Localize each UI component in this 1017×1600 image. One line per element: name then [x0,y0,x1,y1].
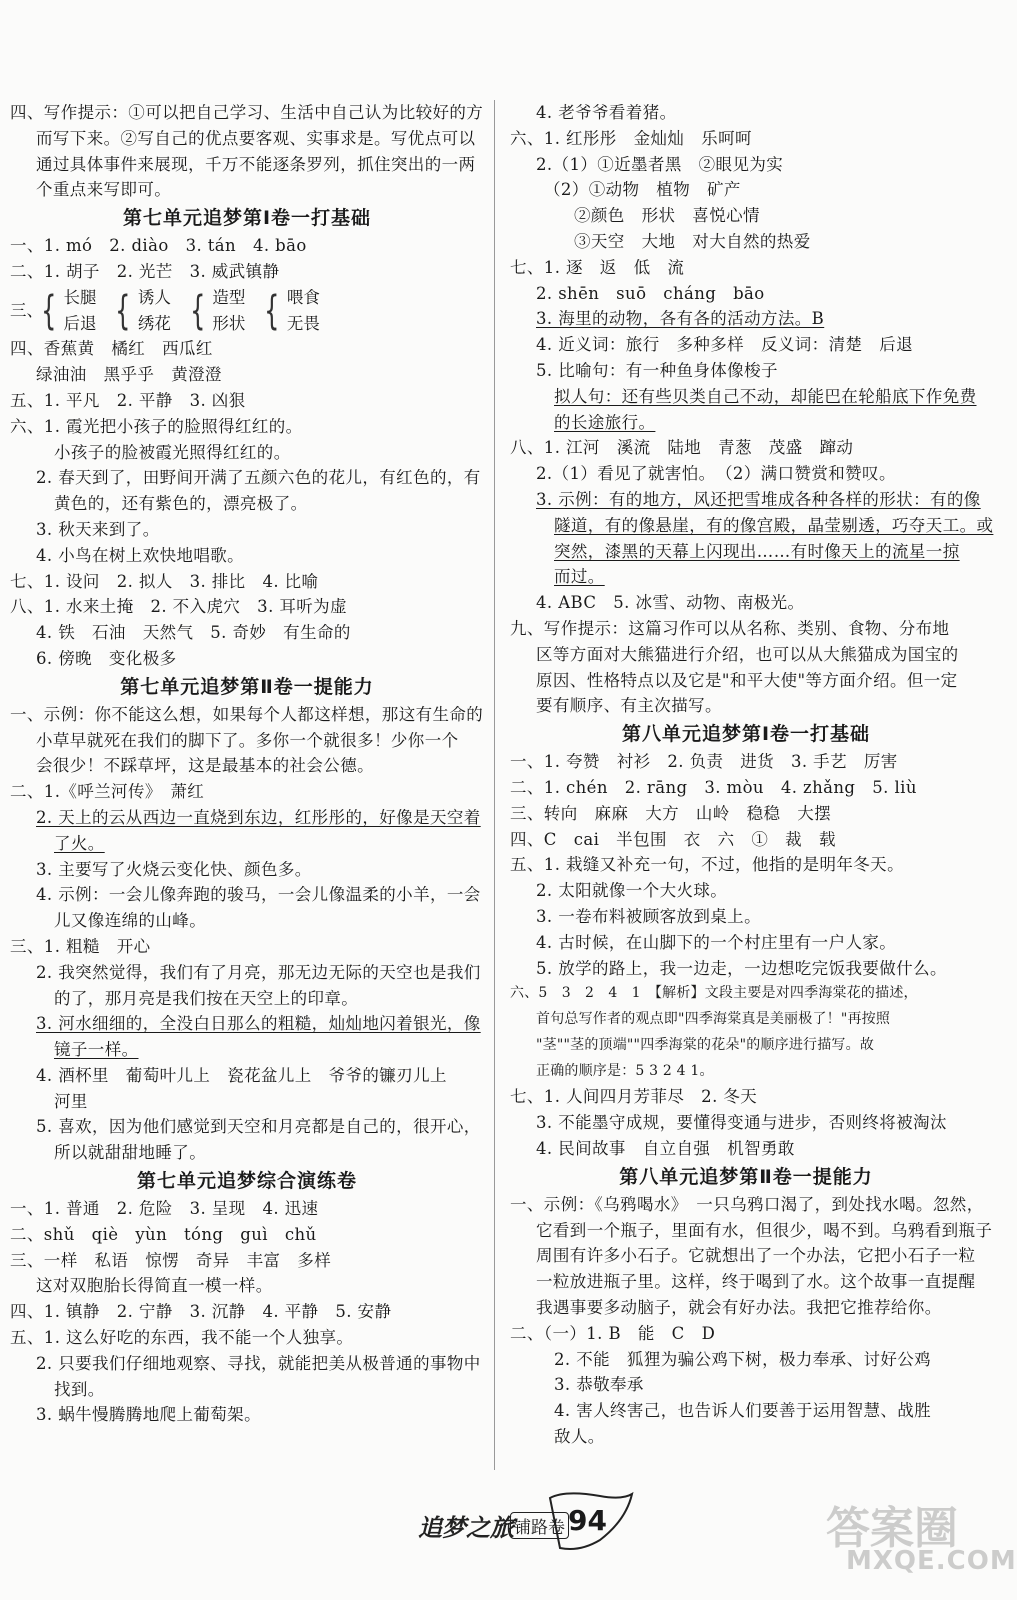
answer-line: 镜子一样。 [54,1040,139,1060]
answer-line: 二、1. 胡子 2. 光芒 3. 威武镇静 [10,261,280,281]
answer-line: 小草早就死在我们的脚下了。多你一个就很多！少你一个 [36,730,459,750]
answer-line: 突然，漆黑的天幕上闪现出……有时像天上的流星一掠 [554,541,960,561]
brace-word: 无畏 [286,313,320,333]
answer-line: 七、1. 逐 返 低 流 [510,257,685,277]
answer-line: 3. 海里的动物，各有各的活动方法。B [536,309,825,329]
answer-line: 4. 民间故事 自立自强 机智勇敢 [536,1139,795,1159]
section-heading: 第七单元追梦第Ⅱ卷一提能力 [120,675,374,698]
answer-line: 正确的顺序是：5 3 2 4 1。 [536,1062,714,1079]
answer-line: 5. 喜欢，因为他们感觉到天空和月亮都是自己的，很开心， [36,1117,481,1137]
page-footer [400,1490,640,1560]
answer-line: ②颜色 形状 喜悦心情 [574,206,760,226]
answer-line: 4. 小鸟在树上欢快地唱歌。 [36,545,245,565]
brace-word-pair [63,285,96,337]
section-heading: 第七单元追梦综合演练卷 [136,1170,357,1193]
answer-line: 4. 近义词：旅行 多种多样 反义词：清楚 后退 [536,335,914,355]
answer-line: 四、C cai 半包围 衣 六 ① 裁 载 [510,829,836,849]
answer-line: 敌人。 [554,1427,605,1447]
brace-word-pair [212,285,245,337]
answer-line: 通过具体事件来展现，千万不能逐条罗列，抓住突出的一两 [36,154,476,174]
brace-icon: { [264,287,280,334]
answer-line: 二、（一）1. B 能 C D [510,1323,716,1343]
answer-line: 的长途旅行。 [554,412,656,432]
answer-line: 黄色的，还有紫色的，漂亮极了。 [54,494,308,514]
answer-line: 二、1. chén 2. rāng 3. mòu 4. zhǎng 5. liù [510,777,917,797]
answer-line: 三、1. 粗糙 开心 [10,936,151,956]
answer-line: 3. 一卷布料被顾客放到桌上。 [536,906,761,926]
brace-word: 后退 [63,313,97,333]
brace-lead: 三、 [10,300,43,320]
answer-line: 六、1. 霞光把小孩子的脸照得红红的。 [10,416,303,436]
answer-line: 2.（1）①近墨者黑 ②眼见为实 [536,154,784,174]
brace-word-pair [287,285,320,337]
answer-line: 区等方面对大熊猫进行介绍，也可以从大熊猫成为国宝的 [536,644,959,664]
answer-line: 要有顺序、有主次描写。 [536,696,722,716]
answer-line: 四、1. 镇静 2. 宁静 3. 沉静 4. 平静 5. 安静 [10,1302,392,1322]
answer-line: 5. 比喻句：有一种鱼身体像梭子 [536,360,778,380]
answer-line: 2. 不能 狐狸为骗公鸡下树，极力奉承、讨好公鸡 [554,1349,932,1369]
answer-line: 拟人句：还有些贝类自己不动，却能巴在轮船底下作免费 [554,386,977,406]
answer-line: 一、1. 普通 2. 危险 3. 呈现 4. 迅速 [10,1199,319,1219]
section-heading: 第八单元追梦第Ⅰ卷一打基础 [621,723,871,746]
brace-icon: { [189,287,206,334]
answer-line: 的了，那月亮是我们按在天空上的印章。 [54,988,359,1008]
answer-line: 七、1. 设问 2. 拟人 3. 排比 4. 比喻 [10,571,319,591]
answer-line: 一粒放进瓶子里。这样，终于喝到了水。这个故事一直提醒 [536,1272,976,1292]
answer-line: 2. 春天到了，田野间开满了五颜六色的花儿，有红色的，有 [36,468,481,488]
answer-line: 3. 蜗牛慢腾腾地爬上葡萄架。 [36,1405,261,1425]
answer-line: 3. 示例：有的地方，风还把雪堆成各种各样的形状：有的像 [536,489,981,509]
footer-tag: 铺路卷 [510,1512,569,1539]
answer-line: 而过。 [554,567,605,587]
answer-line: "茎""茎的顶端""四季海棠的花朵"的顺序进行描写。故 [536,1036,875,1053]
brace-word: 造型 [212,287,246,307]
answer-line: 这对双胞胎长得简直一模一样。 [36,1276,273,1296]
answer-line: 二、1.《呼兰河传》 萧红 [10,782,205,802]
answer-line: 3. 不能墨守成规，要懂得变通与进步，否则终将被淘汰 [536,1113,947,1133]
answer-line: 2.（1）看见了就害怕。 （2）满口赞赏和赞叹。 [536,464,896,484]
answer-line: 二、shǔ qiè yùn tóng guì chǔ [10,1224,317,1244]
answer-line: 原因、性格特点以及它是"和平大使"等方面介绍。但一定 [536,670,958,690]
answer-line: 三、转向 麻麻 大方 山岭 稳稳 大摆 [510,803,832,823]
answer-line: 一、示例：《乌鸦喝水》 一只乌鸦口渴了，到处找水喝。忽然， [510,1194,984,1214]
answer-line: 我遇事要多动脑子，就会有好办法。我把它推荐给你。 [536,1298,942,1318]
answer-line: 河里 [54,1091,88,1111]
answer-line: 4. 铁 石油 天然气 5. 奇妙 有生命的 [36,623,351,643]
answer-line: 首句总写作者的观点即"四季海棠真是美丽极了！"再按照 [536,1011,891,1028]
answer-line: 六、5 3 2 4 1 【解析】文段主要是对四季海棠花的描述， [510,985,918,1002]
answer-line: 绿油油 黑乎乎 黄澄澄 [36,365,222,385]
answer-line: 而写下来。②写自己的优点要客观、实事求是。写优点可以 [36,128,476,148]
answer-line: 五、1. 栽缝又补充一句，不过，他指的是明年冬天。 [510,855,904,875]
answer-line: 四、写作提示：①可以把自己学习、生活中自己认为比较好的方 [10,103,484,122]
answer-line: 儿又像连绵的山峰。 [54,911,207,931]
brace-group-row [10,285,484,337]
answer-line: 5. 放学的路上，我一边走，一边想吃完饭我要做什么。 [536,958,947,978]
answer-line: 4. 害人终害己，也告诉人们要善于运用智慧、战胜 [554,1401,932,1421]
brace-word: 诱人 [137,287,171,307]
answer-line: 六、1. 红彤彤 金灿灿 乐呵呵 [510,128,752,148]
answer-line: 五、1. 平凡 2. 平静 3. 凶狠 [10,390,246,410]
answer-line: 四、香蕉黄 橘红 西瓜红 [10,339,213,359]
answer-line: 八、1. 水来土掩 2. 不入虎穴 3. 耳听为虚 [10,597,347,617]
brace-word: 喂食 [286,287,320,307]
answer-line: 八、1. 江河 溪流 陆地 青葱 茂盛 蹿动 [510,438,854,458]
footer-brand: 追梦之旅 [418,1514,514,1542]
answer-line: 所以就甜甜地睡了。 [54,1143,207,1163]
answer-line: 一、1. mó 2. diào 3. tán 4. bāo [10,236,307,256]
right-column [510,100,994,1450]
left-column [10,100,484,1428]
answer-line: （2）①动物 植物 矿产 [544,180,741,200]
watermark [820,1490,1017,1590]
answer-line: 找到。 [54,1379,105,1399]
answer-line: 4. 酒杯里 葡萄叶儿上 瓷花盆儿上 爷爷的镰刃儿上 [36,1065,447,1085]
answer-line: 2. 我突然觉得，我们有了月亮，那无边无际的天空也是我们 [36,962,481,982]
answer-line: 它看到一个瓶子，里面有水，但很少，喝不到。乌鸦看到瓶子 [536,1220,993,1240]
brace-icon: { [41,287,57,334]
answer-line: 4. 示例：一会儿像奔跑的骏马，一会儿像温柔的小羊，一会 [36,885,481,905]
answer-line: 4. ABC 5. 冰雪、动物、南极光。 [536,593,805,613]
answer-line: 2. 太阳就像一个大火球。 [536,881,728,901]
answer-line: 2. 天上的云从西边一直烧到东边，红彤彤的，好像是天空着 [36,807,481,827]
answer-line: 3. 秋天来到了。 [36,519,160,539]
section-heading: 第八单元追梦第Ⅱ卷一提能力 [619,1165,873,1188]
answer-line: 3. 河水细细的，全没白日那么的粗糙，灿灿地闪着银光，像 [36,1014,481,1034]
answer-line: 4. 老爷爷看着猪。 [536,103,677,122]
brace-icon: { [115,287,131,334]
answer-line: 隧道，有的像悬崖，有的像宫殿，晶莹剔透，巧夺天工。或 [554,515,994,535]
answer-line: 6. 傍晚 变化极多 [36,648,177,668]
watermark-url: MXQE.COM [846,1546,1017,1576]
answer-line: 周围有许多小石子。它就想出了一个办法，它把小石子一粒 [536,1246,976,1266]
answer-line: 一、1. 夸赞 衬衫 2. 负责 进货 3. 手艺 厉害 [510,752,898,772]
answer-line: 五、1. 这么好吃的东西，我不能一个人独享。 [10,1328,354,1348]
answer-line: 九、写作提示：这篇习作可以从名称、类别、食物、分布地 [510,618,950,638]
answer-line: 三、一样 私语 惊愣 奇异 丰富 多样 [10,1250,332,1270]
answer-line: ③天空 大地 对大自然的热爱 [574,231,811,251]
answer-line: 小孩子的脸被霞光照得红红的。 [54,442,291,462]
brace-word: 绣花 [137,313,171,333]
section-heading: 第七单元追梦第Ⅰ卷一打基础 [122,207,372,230]
brace-word-pair [138,285,171,337]
page-number: 94 [568,1504,607,1537]
answer-line: 了火。 [54,833,105,853]
brace-word: 形状 [212,313,246,333]
answer-line: 3. 主要写了火烧云变化快、颜色多。 [36,859,312,879]
answer-line: 3. 恭敬奉承 [554,1375,644,1395]
answer-line: 会很少！不踩草坪，这是最基本的社会公德。 [36,756,374,776]
answer-line: 一、示例：你不能这么想，如果每个人都这样想，那这有生命的 [10,704,484,724]
answer-line: 2. shēn suō cháng bāo [536,283,765,303]
answer-line: 七、1. 人间四月芳菲尽 2. 冬天 [510,1087,758,1107]
answer-line: 个重点来写即可。 [36,180,172,200]
watermark-title: 答案圈 [826,1503,958,1554]
column-divider [494,100,495,1470]
answer-line: 2. 只要我们仔细地观察、寻找，就能把美从极普通的事物中 [36,1353,481,1373]
answer-line: 4. 古时候，在山脚下的一个村庄里有一户人家。 [536,932,897,952]
brace-word: 长腿 [63,287,97,307]
